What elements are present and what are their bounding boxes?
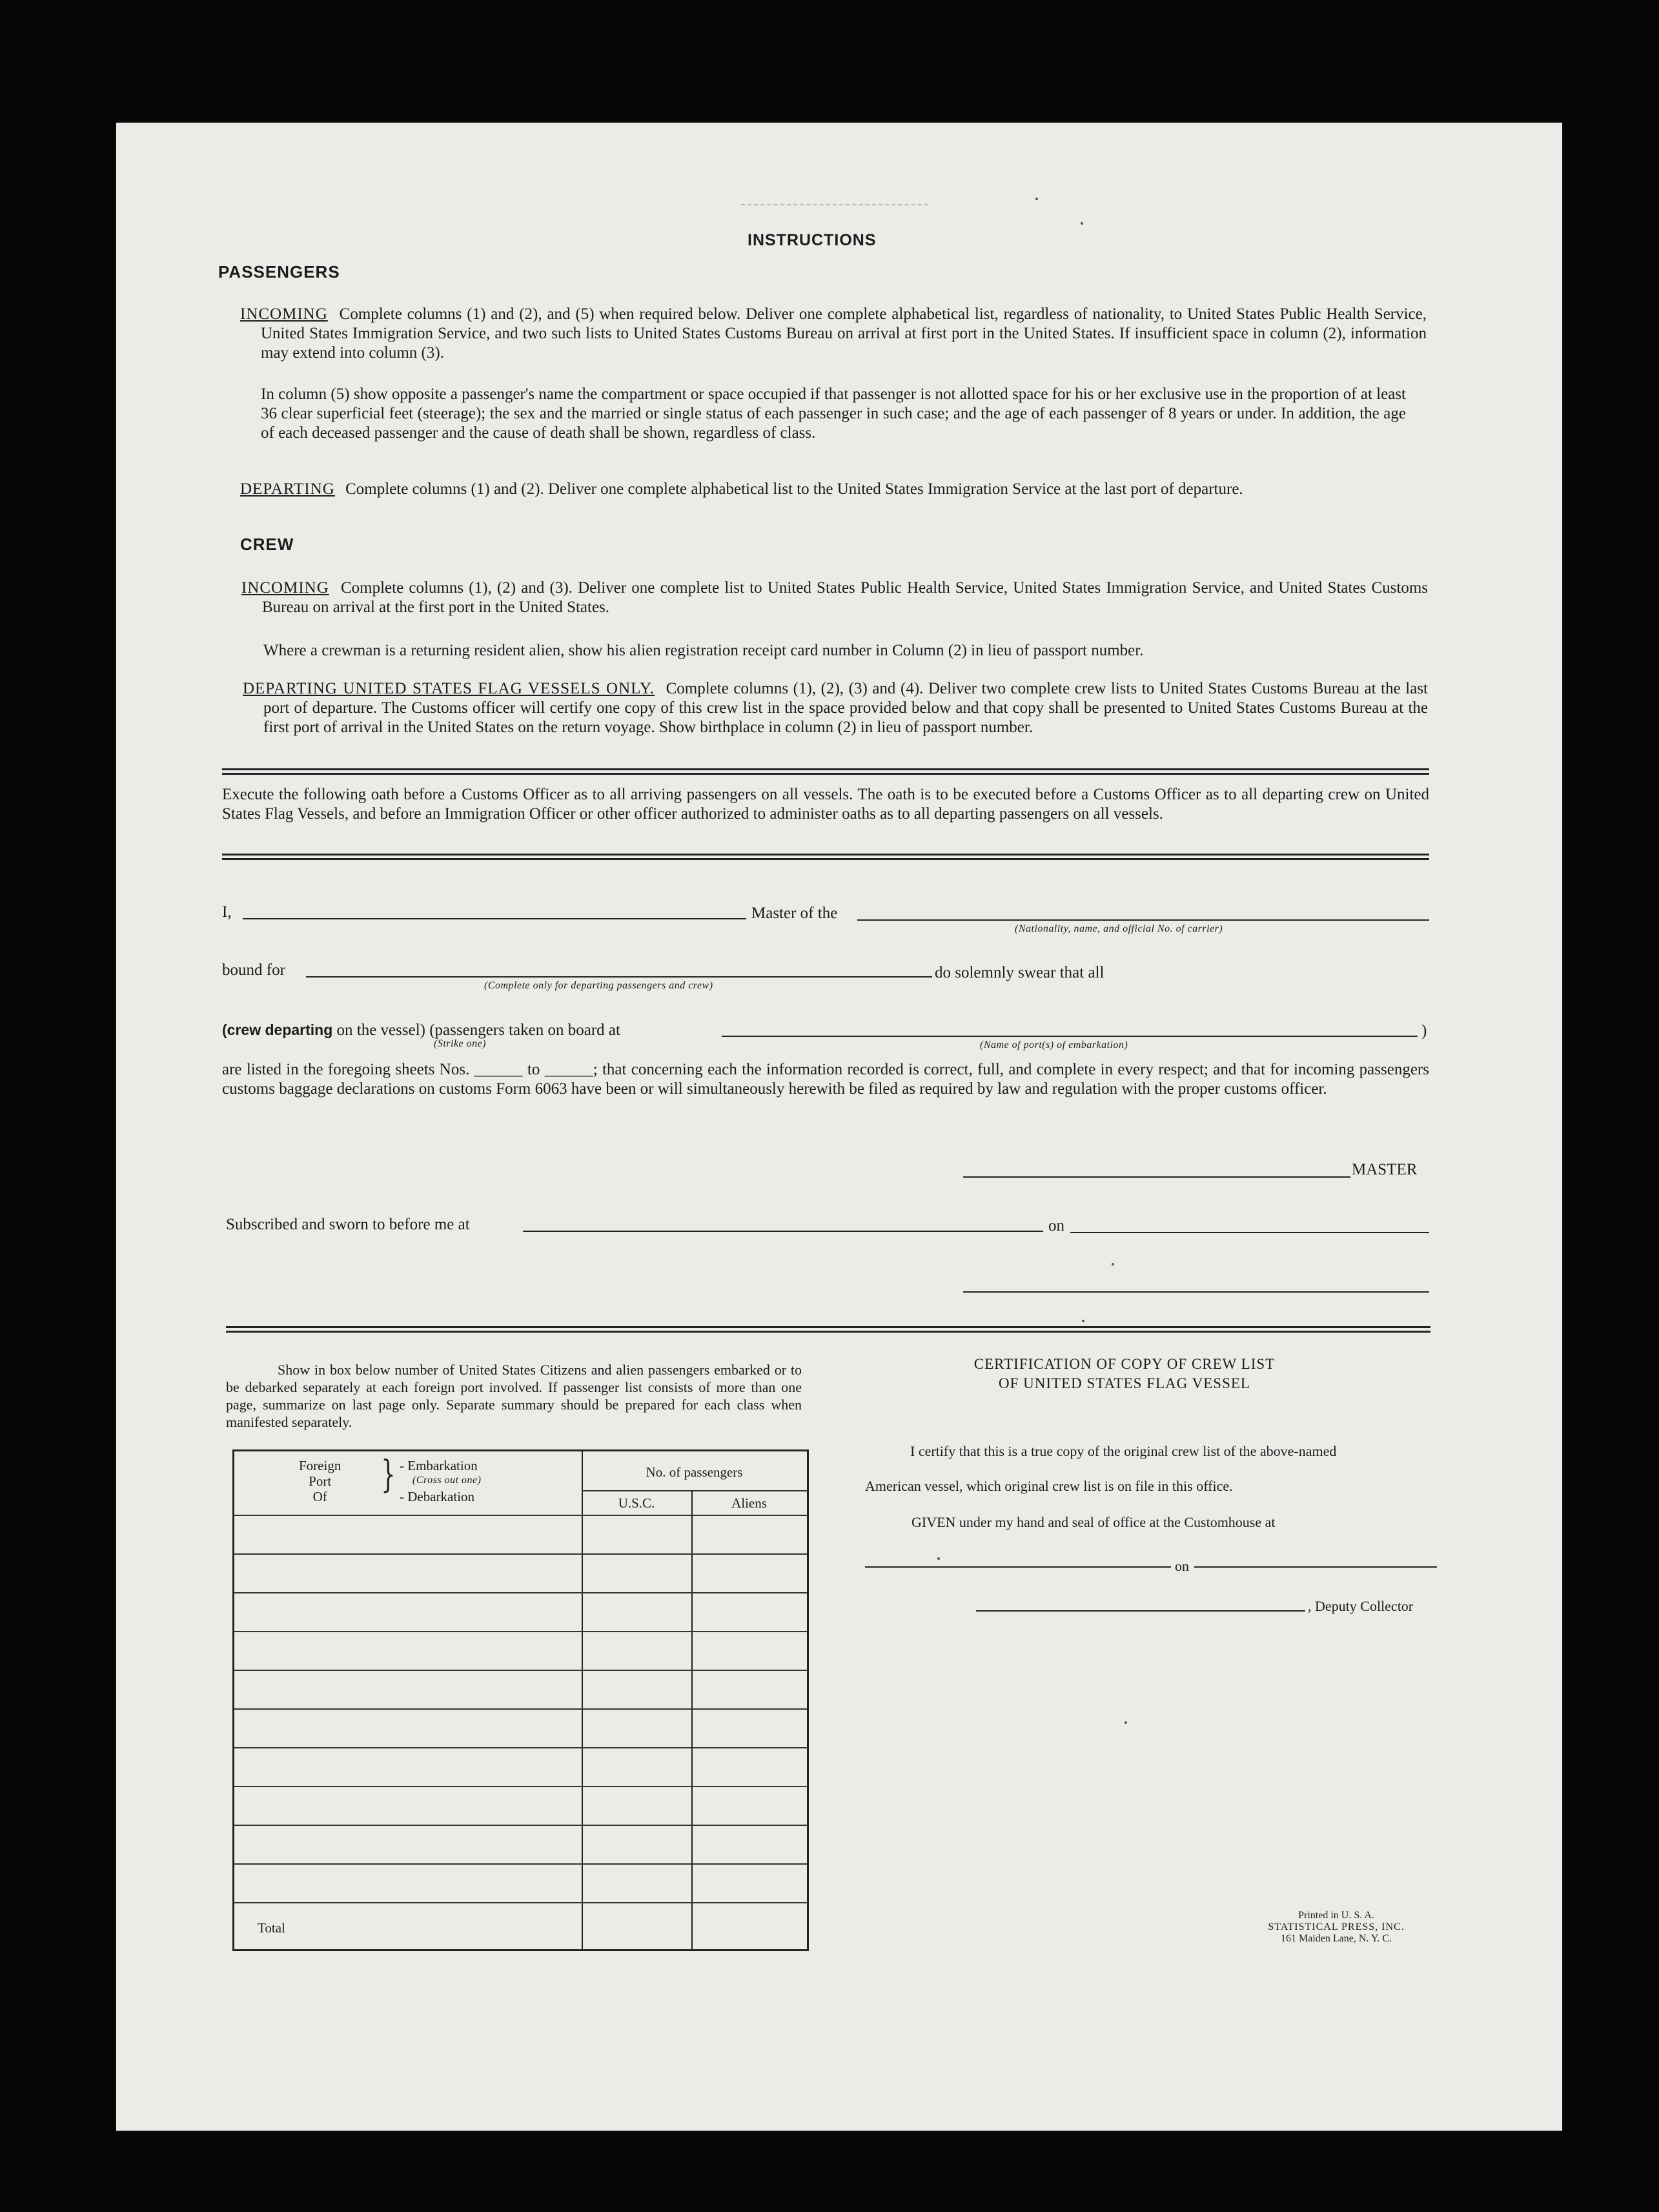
oath-listed-text: are listed in the foregoing sheets Nos. ______ to ______; that concerning each the information recorded is correct, full, and complete in every respect; and that for incoming passengers customs baggage declarations on customs Form 6063 have been or will simultaneously herewith be filed as required by law and regulation with the proper customs officer. xyxy=(222,1061,1429,1098)
double-rule-1 xyxy=(222,768,1429,775)
crew-heading: CREW xyxy=(240,535,294,554)
table-row-rule xyxy=(234,1786,807,1787)
table-header-rule xyxy=(234,1515,807,1516)
table-divider-usc xyxy=(691,1490,693,1949)
cross-out-caption: (Cross out one) xyxy=(412,1475,482,1486)
certification-title-line1: CERTIFICATION OF COPY OF CREW LIST xyxy=(973,1356,1276,1372)
passengers-heading: PASSENGERS xyxy=(218,262,340,282)
carrier-caption: (Nationality, name, and official No. of carrier) xyxy=(1015,923,1223,934)
close-paren: ) xyxy=(1421,1022,1427,1039)
total-label: Total xyxy=(258,1920,285,1936)
top-faint-rule xyxy=(741,204,928,205)
passengers-departing-text: Complete columns (1) and (2). Deliver one complete alphabetical list to the United States Immigration Service at the last port of departure. xyxy=(345,480,1243,498)
printer-imprint: Printed in U. S. A. STATISTICAL PRESS, INC. 161 Maiden Lane, N. Y. C. xyxy=(1268,1910,1405,1944)
usc-header: U.S.C. xyxy=(618,1495,655,1511)
passengers-incoming-paragraph xyxy=(240,305,1427,363)
oath-swear-label: do solemnly swear that all xyxy=(935,964,1104,981)
port-of-embarkation-field[interactable] xyxy=(722,1036,1418,1037)
instructions-title: INSTRUCTIONS xyxy=(748,231,877,249)
subscribed-label: Subscribed and sworn to before me at xyxy=(226,1216,470,1233)
brace-icon: } xyxy=(381,1452,396,1496)
passengers-incoming-label: INCOMING xyxy=(240,305,328,323)
scan-speck xyxy=(937,1557,940,1560)
crew-returning-paragraph: Where a crewman is a returning resident alien, show his alien registration receipt card number in Column (2) in lieu of passport number. xyxy=(263,642,1144,659)
passengers-departing-paragraph xyxy=(240,480,1427,499)
oath-master-of-label: Master of the xyxy=(751,905,838,922)
sworn-date-field[interactable] xyxy=(1070,1232,1429,1233)
certification-on-label: on xyxy=(1175,1558,1189,1574)
on-vessel-text: on the vessel) (passengers taken on board at xyxy=(336,1021,620,1039)
form-sheet xyxy=(116,123,1562,2131)
port-caption: (Name of port(s) of embarkation) xyxy=(980,1039,1128,1050)
no-of-passengers-header: No. of passengers xyxy=(646,1464,743,1480)
crew-incoming-paragraph xyxy=(241,579,1428,617)
embarkation-label: - Embarkation xyxy=(400,1458,478,1473)
debarkation-label: - Debarkation xyxy=(400,1489,475,1504)
bound-for-field[interactable] xyxy=(306,976,932,978)
table-row-rule xyxy=(234,1863,807,1865)
sworn-on-label: on xyxy=(1048,1217,1064,1234)
certification-date-field[interactable] xyxy=(1194,1566,1437,1568)
passengers-departing-label: DEPARTING xyxy=(240,480,335,498)
officer-signature-field[interactable] xyxy=(963,1291,1429,1293)
crew-incoming-text: Complete columns (1), (2) and (3). Deliver one complete list to United States Public Health Service, United States Immigration Service, and United States Customs Bureau on arrival at the first port in the United States. xyxy=(262,579,1429,616)
certification-title xyxy=(963,1355,1286,1393)
deputy-collector-label: , Deputy Collector xyxy=(1308,1598,1414,1614)
aliens-header: Aliens xyxy=(731,1495,767,1511)
customhouse-field[interactable] xyxy=(865,1566,1171,1568)
master-name-field[interactable] xyxy=(243,918,746,919)
oath-instruction: Execute the following oath before a Customs Officer as to all arriving passengers on all vessels. The oath is to be executed before a Customs Officer as to all departing crew on United States Flag Vessels, and before an Immigration Officer or other officer authorized to administer oaths as to all departing passengers on all vessels. xyxy=(222,786,1429,823)
table-row-rule xyxy=(234,1747,807,1748)
carrier-field[interactable] xyxy=(857,919,1429,921)
table-subheader-rule xyxy=(582,1490,807,1491)
strike-caption: (Strike one) xyxy=(434,1038,487,1049)
table-row-rule xyxy=(234,1825,807,1826)
scan-speck xyxy=(1125,1721,1127,1724)
oath-i-label: I, xyxy=(222,903,232,921)
summary-instruction: Show in box below number of United States Citizens and alien passengers embarked or to be debarked separately at each foreign port involved. If passenger list consists of more than one page, summarize on last page only. Separate summary should be prepared for each class when manifested separately. xyxy=(226,1362,802,1430)
crew-departing-text: Complete columns (1), (2), (3) and (4). Deliver two complete crew lists to United States Customs Bureau at the last port of departure. The Customs officer will certify one copy of this crew list in the space provided below and that copy shall be presented to United States Customs Bureau at the first port of arrival in the United States on the return voyage. Show birthplace in column (2) in lieu of passport number. xyxy=(263,680,1428,736)
double-rule-3 xyxy=(226,1326,1430,1333)
scan-speck xyxy=(1035,198,1038,200)
table-row-rule xyxy=(234,1631,807,1632)
double-rule-2 xyxy=(222,854,1429,860)
sworn-location-field[interactable] xyxy=(523,1231,1043,1232)
table-row-rule xyxy=(234,1592,807,1593)
table-row-rule xyxy=(234,1902,807,1903)
master-signature-field[interactable] xyxy=(963,1176,1350,1178)
oath-crew-departing-line xyxy=(222,1020,620,1040)
deputy-collector-signature-field[interactable] xyxy=(976,1610,1305,1612)
crew-departing-option: (crew departing xyxy=(222,1021,333,1038)
master-label: MASTER xyxy=(1352,1161,1418,1178)
table-row-rule xyxy=(234,1553,807,1555)
crew-departing-label: DEPARTING UNITED STATES FLAG VESSELS ONLY. xyxy=(243,680,655,697)
crew-incoming-label: INCOMING xyxy=(241,579,329,597)
bound-caption: (Complete only for departing passengers and crew) xyxy=(484,980,713,991)
table-row-rule xyxy=(234,1708,807,1710)
oath-bound-for-label: bound for xyxy=(222,961,285,979)
scan-speck xyxy=(1112,1263,1114,1265)
given-line: GIVEN under my hand and seal of office at the Customhouse at xyxy=(911,1514,1276,1530)
passengers-incoming-text: Complete columns (1) and (2), and (5) when required below. Deliver one complete alphabetical list, regardless of nationality, to United States Public Health Service, United States Immigration Service, and two such lists to United States Customs Bureau on arrival at first port in the United States. If insufficient space in column (2), information may extend into column (3). xyxy=(261,305,1427,362)
passengers-column5-paragraph: In column (5) show opposite a passenger's name the compartment or space occupied if that passenger is not allotted space for his or her exclusive use in the proportion of at least 36 clear superficial feet (steerage); the sex and the married or single status of each passenger in such case; and the age of each passenger of 8 years or under. In addition, the age of each deceased passenger and the cause of death shall be shown, regardless of class. xyxy=(261,385,1406,442)
certification-title-line2: OF UNITED STATES FLAG VESSEL xyxy=(999,1375,1250,1391)
table-divider-port xyxy=(582,1451,583,1949)
table-row-rule xyxy=(234,1670,807,1671)
scan-speck xyxy=(1081,222,1083,225)
certify-line1: I certify that this is a true copy of the original crew list of the above-named xyxy=(910,1443,1337,1459)
certify-line2: American vessel, which original crew list is on file in this office. xyxy=(865,1478,1233,1494)
passenger-summary-table xyxy=(232,1449,809,1951)
crew-departing-paragraph xyxy=(243,679,1428,737)
scan-speck xyxy=(1082,1320,1084,1322)
foreign-port-of-label: Foreign Port Of xyxy=(299,1458,341,1504)
